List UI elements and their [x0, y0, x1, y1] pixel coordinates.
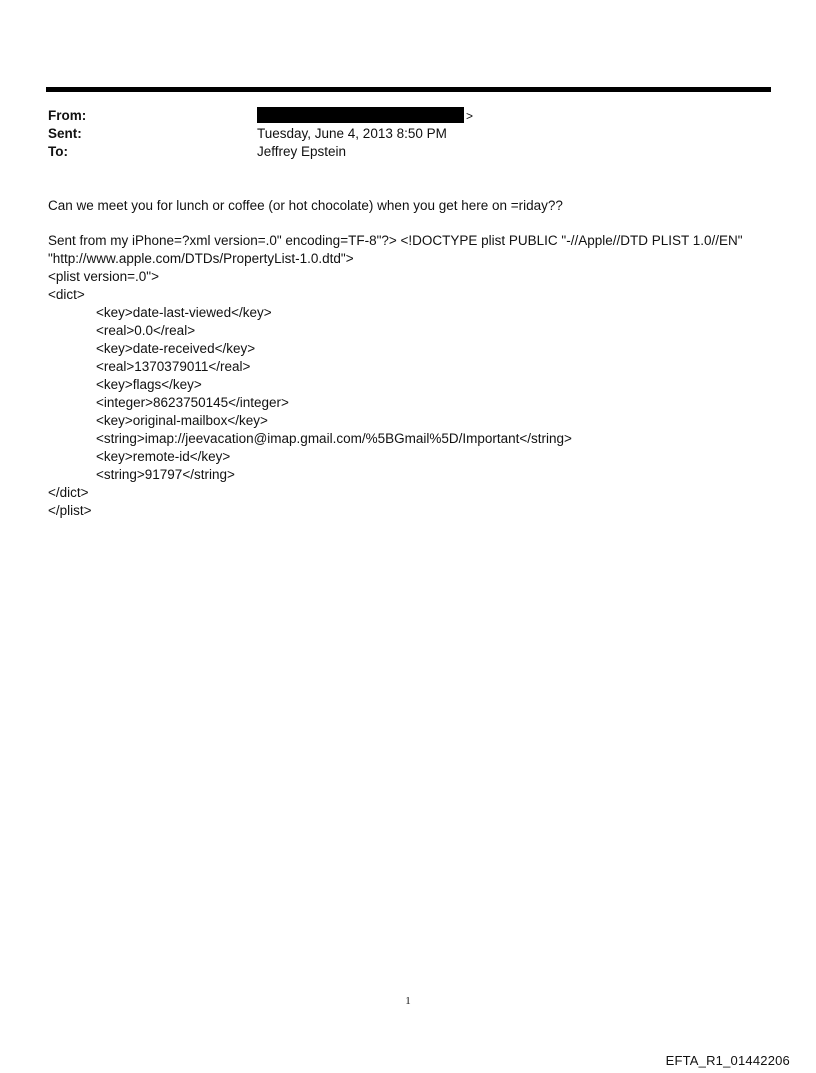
- to-row: [48, 143, 748, 161]
- from-row: [48, 107, 748, 125]
- dict-line: <string>imap://jeevacation@imap.gmail.com/%5BGmail%5D/Important</string>: [96, 431, 572, 446]
- dict-line: <real>0.0</real>: [96, 323, 196, 338]
- sent-row: [48, 125, 748, 143]
- from-suffix: >: [466, 109, 474, 124]
- redaction-block: [257, 107, 464, 123]
- email-header: [48, 107, 748, 161]
- from-label: From:: [48, 108, 87, 123]
- dict-line: <real>1370379011</real>: [96, 359, 251, 374]
- email-body: [48, 197, 778, 520]
- header-rule: [46, 87, 771, 92]
- signature-line-1: Sent from my iPhone=?xml version=.0" encoding=TF-8"?> <!DOCTYPE plist PUBLIC "-//Apple//DTD PLIST 1.0//EN": [48, 233, 743, 248]
- paragraph-gap: [48, 215, 778, 232]
- dict-line: <key>date-received</key>: [96, 341, 256, 356]
- sent-value: Tuesday, June 4, 2013 8:50 PM: [257, 126, 447, 141]
- plist-close: </plist>: [48, 503, 92, 518]
- message-text: Can we meet you for lunch or coffee (or hot chocolate) when you get here on =riday??: [48, 198, 563, 213]
- dict-line: <key>original-mailbox</key>: [96, 413, 268, 428]
- dict-line: <key>date-last-viewed</key>: [96, 305, 272, 320]
- dict-open: <dict>: [48, 287, 85, 302]
- plist-open: <plist version=.0">: [48, 269, 159, 284]
- dict-line: <key>remote-id</key>: [96, 449, 231, 464]
- from-value: [257, 107, 473, 125]
- page-number: 1: [405, 995, 411, 1007]
- signature-line-2: "http://www.apple.com/DTDs/PropertyList-1.0.dtd">: [48, 251, 354, 266]
- bates-number: EFTA_R1_01442206: [665, 1053, 790, 1068]
- to-label: To:: [48, 144, 68, 159]
- to-value: Jeffrey Epstein: [257, 144, 347, 159]
- dict-line: <string>91797</string>: [96, 467, 235, 482]
- dict-close: </dict>: [48, 485, 89, 500]
- dict-line: <key>flags</key>: [96, 377, 202, 392]
- dict-line: <integer>8623750145</integer>: [96, 395, 289, 410]
- sent-label: Sent:: [48, 126, 82, 141]
